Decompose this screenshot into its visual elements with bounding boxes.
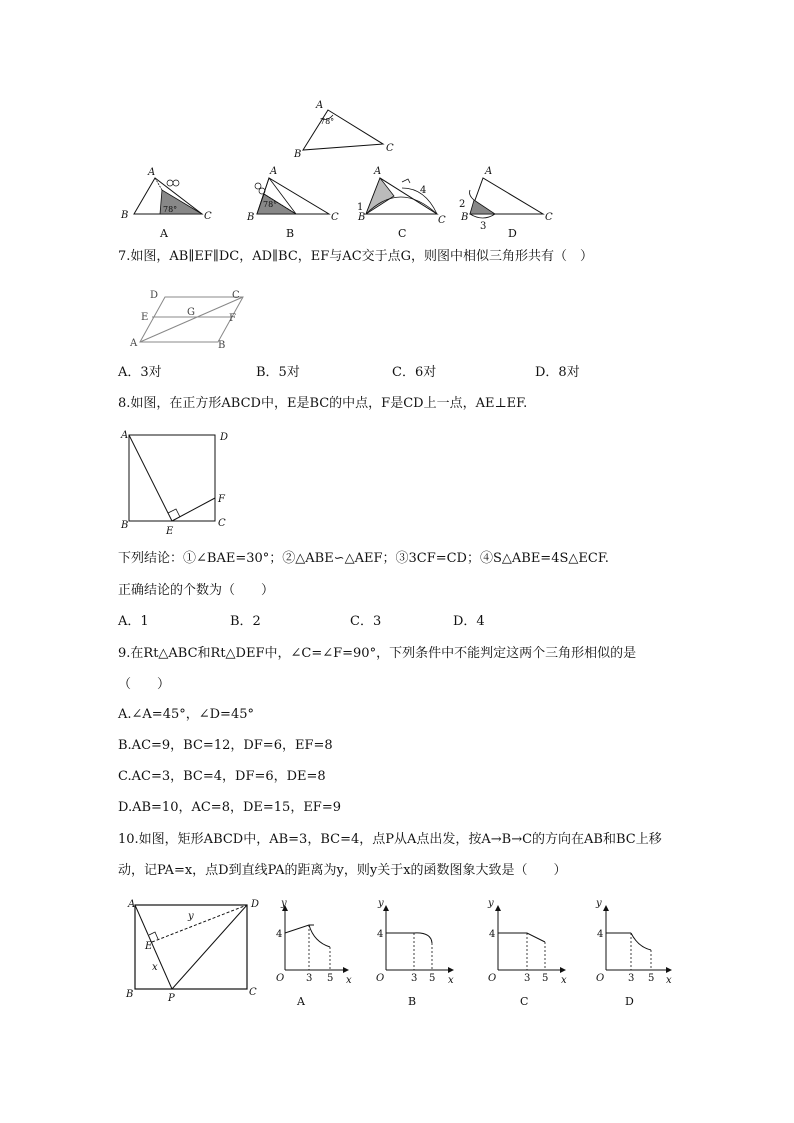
figure-q10-graphs xyxy=(0,895,794,1025)
fig6a-angle: 78° xyxy=(163,205,178,214)
q10a-y: y xyxy=(281,898,287,909)
q10a-o: O xyxy=(276,973,285,984)
q10-stem-line2: 动，记PA=x，点D到直线PA的距离为y，则y关于x的函数图象大致是（ ） xyxy=(118,863,567,878)
q10c-three: 3 xyxy=(524,973,531,984)
q7-label-g: G xyxy=(187,307,195,318)
q7-stem: 7.如图，AB∥EF∥DC，AD∥BC，EF与AC交于点G，则图中相似三角形共有（ ） xyxy=(118,249,594,264)
fig6d-label-2: 2 xyxy=(459,199,466,210)
fig6c-label-4: 4 xyxy=(420,185,427,196)
q10-choice-d: D xyxy=(625,995,634,1008)
q10-graph-c xyxy=(487,898,567,1008)
q9-stem: 9.在Rt△ABC和Rt△DEF中，∠C=∠F=90°，下列条件中不能判定这两个三角形相似的是 xyxy=(118,646,637,661)
fig6a-label-a: A xyxy=(148,167,156,178)
fig6a-label-b: B xyxy=(121,210,129,221)
fig6-label-b: B xyxy=(294,149,302,160)
fig6a-label-c: C xyxy=(204,211,212,222)
q10c-four: 4 xyxy=(489,929,496,940)
q10-label-c: C xyxy=(249,987,257,998)
figure-q6 xyxy=(0,0,794,250)
q10d-five: 5 xyxy=(648,973,655,984)
fig6-angle-top: 78° xyxy=(320,117,335,126)
q7-label-e: E xyxy=(141,312,149,323)
q10-label-d: D xyxy=(251,899,260,910)
fig6d-label-c: C xyxy=(545,212,553,223)
fig6c-label-b: B xyxy=(358,212,366,223)
q9-option-c[interactable]: C.AC=3，BC=4，DF=6，DE=8 xyxy=(118,769,326,784)
fig6-choice-d: D xyxy=(508,227,517,240)
q10d-four: 4 xyxy=(597,929,604,940)
q10b-four: 4 xyxy=(377,929,384,940)
q10-label-p: P xyxy=(168,993,175,1004)
q9-option-b[interactable]: B.AC=9，BC=12，DF=6，EF=8 xyxy=(118,738,333,753)
q10b-five: 5 xyxy=(429,973,436,984)
q10-label-a: A xyxy=(128,899,136,910)
q7-option-d[interactable]: D．8对 xyxy=(535,365,580,380)
fig6c-label-c: C xyxy=(438,215,446,226)
fig6b-angle: 78° xyxy=(263,200,278,209)
q10c-y: y xyxy=(488,898,494,909)
q8-label-c: C xyxy=(218,518,226,529)
q10-label-e: E xyxy=(145,941,153,952)
q10d-x: x xyxy=(666,975,672,986)
q10d-o: O xyxy=(596,973,605,984)
q9-option-a[interactable]: A.∠A=45°，∠D=45° xyxy=(118,707,254,722)
q7-label-b: B xyxy=(218,340,226,351)
figure-q7 xyxy=(0,285,794,365)
q8-label-f: F xyxy=(218,494,225,505)
fig6b-label-b: B xyxy=(247,212,255,223)
q10-stem-line1: 10.如图，矩形ABCD中，AB=3，BC=4，点P从A点出发，按A→B→C的方向在AB和BC上移 xyxy=(118,832,662,847)
q10-graph-b xyxy=(376,898,454,1008)
q8-label-e: E xyxy=(166,526,174,537)
q10-choice-b: B xyxy=(408,995,417,1008)
q8-label-a: A xyxy=(121,430,129,441)
fig6d-label-b: B xyxy=(461,212,469,223)
q10-graph-a xyxy=(276,898,352,1008)
fig6d-label-3: 3 xyxy=(480,221,487,232)
fig6b-label-a: A xyxy=(270,166,278,177)
q7-option-a[interactable]: A．3对 xyxy=(118,365,162,380)
q10-label-y: y xyxy=(188,911,194,922)
q7-label-a: A xyxy=(130,338,138,349)
q10a-x: x xyxy=(346,975,352,986)
q7-option-b[interactable]: B．5对 xyxy=(256,365,300,380)
q10a-four: 4 xyxy=(276,929,283,940)
q10c-five: 5 xyxy=(542,973,549,984)
q10b-o: O xyxy=(376,973,385,984)
q8-ask: 正确结论的个数为（ ） xyxy=(118,583,275,598)
fig6-choice-c: C xyxy=(398,227,407,240)
fig6-choice-b: B xyxy=(286,227,295,240)
fig6-choice-a: A xyxy=(160,227,168,240)
q8-label-d: D xyxy=(220,432,229,443)
q8-stem: 8.如图，在正方形ABCD中，E是BC的中点，F是CD上一点，AE⊥EF. xyxy=(118,396,528,411)
q10b-x: x xyxy=(448,975,454,986)
q8-label-b: B xyxy=(121,520,129,531)
q8-option-d[interactable]: D．4 xyxy=(453,614,485,629)
q7-label-d: D xyxy=(150,290,159,301)
q10-label-x: x xyxy=(152,962,158,973)
fig6-label-a: A xyxy=(316,100,324,111)
q10c-o: O xyxy=(488,973,497,984)
q7-label-f: F xyxy=(229,313,236,324)
fig6-label-c: C xyxy=(386,143,394,154)
q9-paren: （ ） xyxy=(118,677,171,692)
q10c-x: x xyxy=(561,975,567,986)
q8-option-b[interactable]: B．2 xyxy=(230,614,261,629)
q10a-five: 5 xyxy=(327,973,334,984)
q10-graph-d xyxy=(595,898,672,1008)
fig6c-label-a: A xyxy=(374,166,382,177)
fig6d-label-a: A xyxy=(485,166,493,177)
q10-choice-a: A xyxy=(297,995,305,1008)
q8-conclusions: 下列结论：①∠BAE=30°；②△ABE∽△AEF；③3CF=CD；④S△ABE=4S△ECF. xyxy=(118,551,609,566)
q8-option-a[interactable]: A．1 xyxy=(118,614,149,629)
figure-q8 xyxy=(0,425,794,535)
q10a-three: 3 xyxy=(306,973,313,984)
fig6b-label-c: C xyxy=(331,212,339,223)
q10d-three: 3 xyxy=(628,973,635,984)
q10-choice-c: C xyxy=(520,995,529,1008)
q10b-y: y xyxy=(378,898,384,909)
q7-label-c: C xyxy=(232,290,240,301)
q7-option-c[interactable]: C．6对 xyxy=(392,365,437,380)
q8-option-c[interactable]: C．3 xyxy=(350,614,382,629)
q9-option-d[interactable]: D.AB=10，AC=8，DE=15，EF=9 xyxy=(118,800,341,815)
q10d-y: y xyxy=(596,898,602,909)
q10b-three: 3 xyxy=(411,973,418,984)
q10-label-b: B xyxy=(126,989,134,1000)
fig6c-label-1: 1 xyxy=(357,202,364,213)
